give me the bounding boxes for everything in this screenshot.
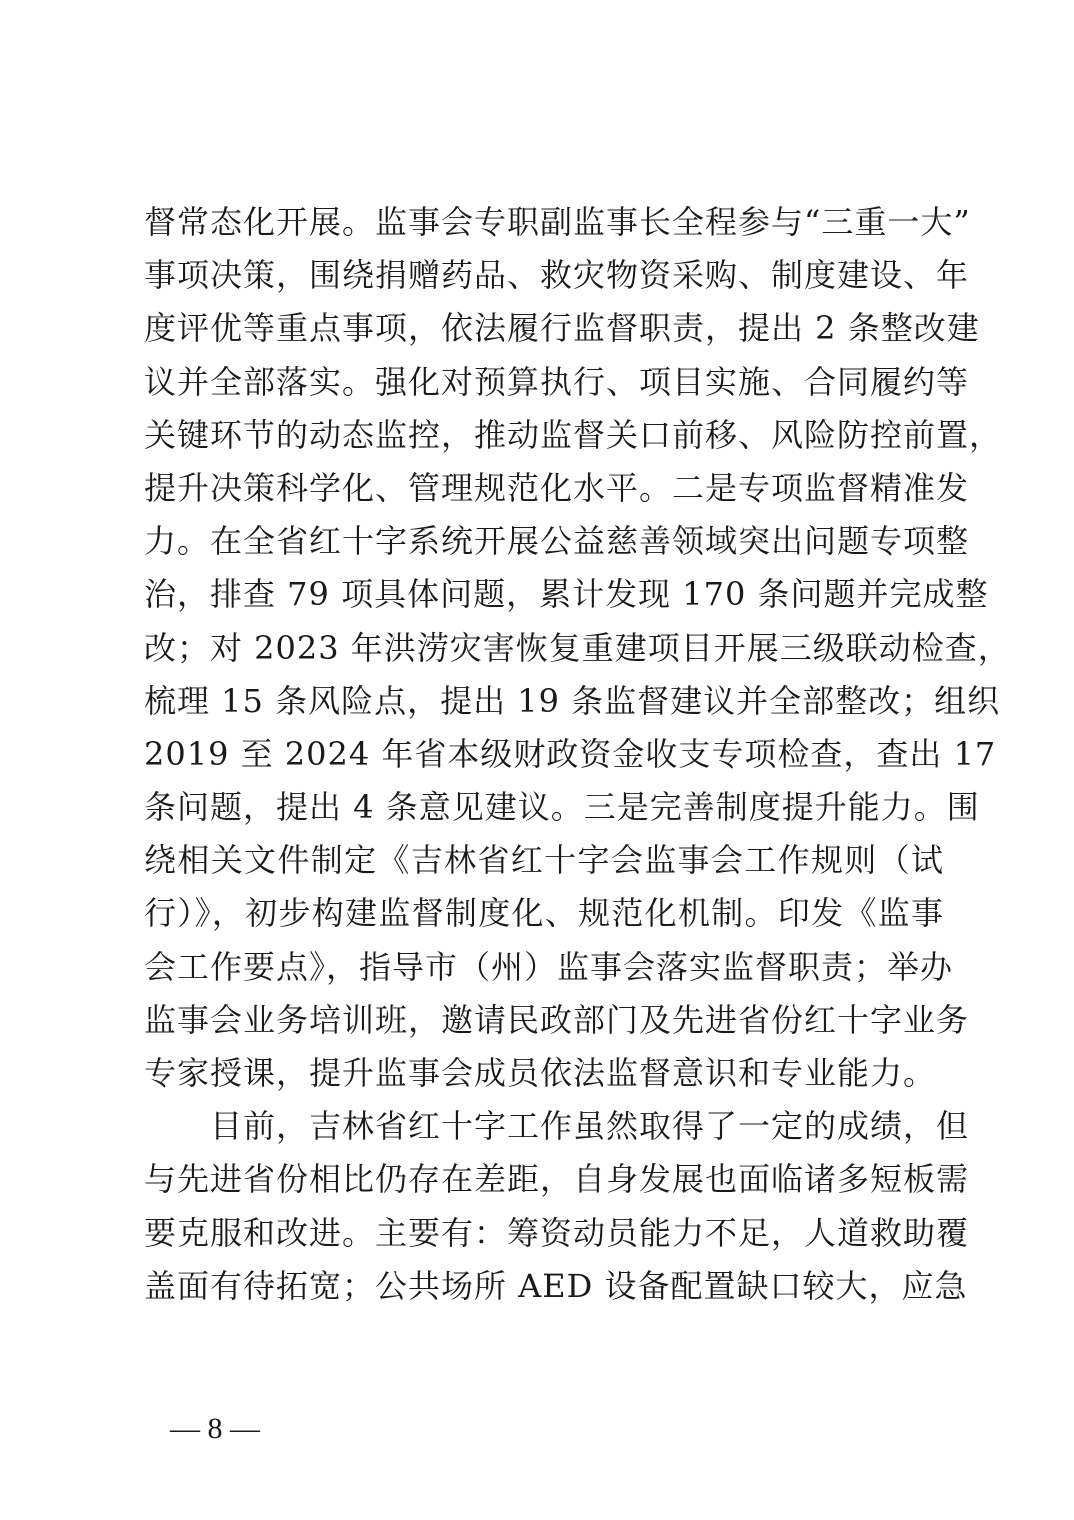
text-line: 事项决策，围绕捐赠药品、救灾物资采购、制度建设、年 bbox=[144, 256, 970, 295]
text-line: 梳理 15 条风险点，提出 19 条监督建议并全部整改；组织 bbox=[144, 681, 1001, 720]
text-line: 要克服和改进。主要有：筹资动员能力不足，人道救助覆 bbox=[144, 1213, 970, 1252]
text-line: 监事会业务培训班，邀请民政部门及先进省份红十字业务 bbox=[144, 1000, 970, 1039]
text-line: 力。在全省红十字系统开展公益慈善领域突出问题专项整 bbox=[144, 522, 970, 561]
document-body bbox=[144, 196, 1011, 1313]
text-line: 督常态化开展。监事会专职副监事长全程参与“三重一大” bbox=[144, 203, 971, 241]
text-line: 与先进省份相比仍存在差距，自身发展也面临诸多短板需 bbox=[144, 1160, 970, 1199]
text-line: 专家授课，提升监事会成员依法监督意识和专业能力。 bbox=[144, 1054, 937, 1092]
text-line: 行）》，初步构建监督制度化、规范化机制。印发《监事 bbox=[144, 894, 944, 933]
page-number: — 8 — bbox=[170, 1412, 260, 1445]
text-line: 2019 至 2024 年省本级财政资金收支专项检查，查出 17 bbox=[144, 734, 997, 773]
text-line: 会工作要点》，指导市（州）监事会落实监督职责；举办 bbox=[144, 947, 954, 986]
text-line: 盖面有待拓宽；公共场所 AED 设备配置缺口较大，应急 bbox=[144, 1266, 968, 1305]
text-line: 关键环节的动态监控，推动监督关口前移、风险防控前置， bbox=[144, 415, 1003, 454]
paragraph-1 bbox=[144, 196, 1011, 1100]
text-line: 条问题，提出 4 条意见建议。三是完善制度提升能力。围 bbox=[144, 788, 980, 827]
text-line: 治，排查 79 项具体问题，累计发现 170 条问题并完成整 bbox=[144, 575, 989, 614]
text-line: 改；对 2023 年洪涝灾害恢复重建项目开展三级联动检查， bbox=[144, 628, 1011, 667]
text-line: 度评优等重点事项，依法履行监督职责，提出 2 条整改建 bbox=[144, 309, 980, 348]
text-line: 目前，吉林省红十字工作虽然取得了一定的成绩，但 bbox=[144, 1107, 970, 1146]
text-line: 议并全部落实。强化对预算执行、项目实施、合同履约等 bbox=[144, 362, 970, 401]
text-line: 提升决策科学化、管理规范化水平。二是专项监督精准发 bbox=[144, 468, 970, 507]
text-line: 绕相关文件制定《吉林省红十字会监事会工作规则（试 bbox=[144, 841, 944, 880]
paragraph-2 bbox=[144, 1100, 970, 1313]
